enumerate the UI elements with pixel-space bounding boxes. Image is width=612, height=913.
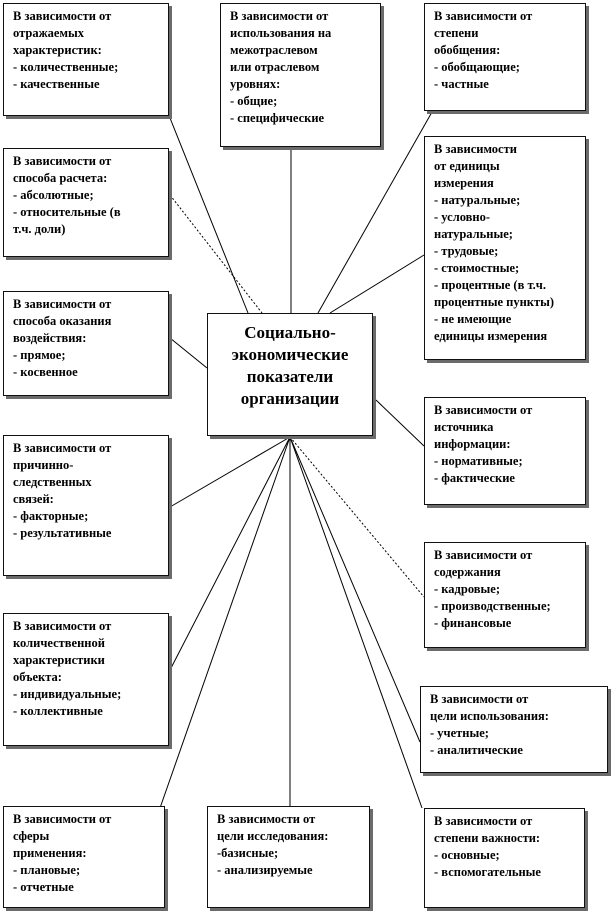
box-item: - натуральные; — [434, 193, 521, 207]
box-research — [207, 806, 370, 908]
connector-influence — [170, 338, 207, 368]
connector-calculation — [170, 195, 262, 313]
box-item: - учетные; — [430, 726, 489, 740]
box-purpose — [420, 686, 608, 773]
box-generalization — [424, 3, 586, 111]
box-title: степени — [434, 26, 479, 40]
box-title: следственных — [13, 475, 92, 489]
box-item: - коллективные — [13, 704, 103, 718]
box-item: - специфические — [230, 111, 325, 125]
box-causal — [3, 435, 169, 576]
connector-sphere — [160, 437, 290, 808]
box-item: - вспомогательные — [434, 865, 541, 879]
box-units — [424, 136, 586, 360]
box-object — [3, 613, 169, 746]
box-title: обобщения: — [434, 43, 501, 57]
box-item: - не имеющие — [434, 312, 512, 326]
box-title: применения: — [13, 846, 87, 860]
box-importance — [424, 808, 585, 908]
box-title: отражаемых — [13, 26, 84, 40]
box-title: В зависимости от — [430, 692, 529, 706]
box-title: В зависимости от — [13, 297, 112, 311]
box-content — [424, 542, 586, 648]
box-item: единицы измерения — [434, 329, 548, 343]
box-title: использования на — [230, 26, 332, 40]
box-influence — [3, 291, 169, 396]
box-title: В зависимости от — [434, 814, 533, 828]
box-title: В зависимости от — [13, 9, 112, 23]
box-item: - частные — [434, 77, 489, 91]
box-title: причинно- — [13, 458, 74, 472]
box-title: объекта: — [13, 670, 62, 684]
box-item: -базисные; — [217, 846, 279, 860]
box-title: В зависимости от — [13, 441, 112, 455]
box-title: межотраслевом — [230, 43, 318, 57]
box-item: - процентные (в т.ч. — [434, 278, 546, 292]
connector-content — [290, 437, 424, 597]
center-line: показатели — [246, 367, 334, 386]
box-title: цели использования: — [430, 709, 549, 723]
box-title: количественной — [13, 636, 105, 650]
box-item: - фактические — [434, 471, 515, 485]
box-title: уровнях: — [230, 77, 281, 91]
connector-units — [330, 255, 424, 313]
center-line: Социально- — [244, 323, 336, 342]
connector-source — [376, 400, 424, 446]
box-item: - количественные; — [13, 60, 119, 74]
box-item: - результативные — [13, 526, 112, 540]
box-reflected — [3, 3, 169, 116]
center-line: экономические — [231, 345, 349, 364]
center-box — [207, 313, 373, 436]
box-item: - нормативные; — [434, 454, 523, 468]
box-title: характеристик: — [13, 43, 102, 57]
box-title: способа расчета: — [13, 171, 108, 185]
box-item: - стоимостные; — [434, 261, 520, 275]
box-title: от единицы — [434, 159, 500, 173]
box-item: т.ч. доли) — [13, 222, 66, 236]
box-item: - условно- — [434, 210, 491, 224]
box-item: - косвенное — [13, 365, 78, 379]
box-item: - прямое; — [13, 348, 66, 362]
box-title: В зависимости от — [13, 154, 112, 168]
box-title: степени важности: — [434, 831, 541, 845]
box-item: - кадровые; — [434, 582, 500, 596]
box-source — [424, 397, 586, 505]
box-title: В зависимости от — [13, 812, 112, 826]
box-title: или отраслевом — [230, 60, 320, 74]
box-title: В зависимости от — [434, 548, 533, 562]
box-title: В зависимости от — [434, 403, 533, 417]
box-item: - отчетные — [13, 880, 74, 894]
box-item: - анализируемые — [217, 863, 313, 877]
box-title: сферы — [13, 829, 50, 843]
box-item: - финансовые — [434, 616, 512, 630]
box-title: источника — [434, 420, 494, 434]
box-item: - относительные (в — [13, 205, 121, 219]
center-line: организации — [240, 389, 340, 408]
box-title: цели исследования: — [217, 829, 329, 843]
box-title: информации: — [434, 437, 511, 451]
box-title: В зависимости от — [217, 812, 316, 826]
box-title: содержания — [434, 565, 501, 579]
box-item: - общие; — [230, 94, 278, 108]
box-title: В зависимости от — [230, 9, 329, 23]
connector-purpose — [290, 437, 420, 742]
box-item: - качественные — [13, 77, 100, 91]
connector-importance — [290, 437, 422, 808]
box-item: - аналитические — [430, 743, 523, 757]
box-item: - основные; — [434, 848, 500, 862]
box-item: - факторные; — [13, 509, 89, 523]
box-title: В зависимости от — [434, 9, 533, 23]
box-title: измерения — [434, 176, 494, 190]
box-item: - абсолютные; — [13, 188, 94, 202]
box-item: - трудовые; — [434, 244, 499, 258]
box-item: процентные пункты) — [434, 295, 555, 309]
box-title: В зависимости от — [13, 619, 112, 633]
box-item: - обобщающие; — [434, 60, 520, 74]
box-item: - производственные; — [434, 599, 551, 613]
box-item: - плановые; — [13, 863, 81, 877]
box-title: В зависимости — [434, 142, 517, 156]
box-title: связей: — [13, 492, 54, 506]
box-item: натуральные; — [434, 227, 513, 241]
box-title: характеристики — [13, 653, 105, 667]
box-title: способа оказания — [13, 314, 112, 328]
connector-reflected — [170, 118, 248, 313]
box-intersectoral — [220, 3, 381, 147]
box-title: воздействия: — [13, 331, 87, 345]
box-calculation — [3, 148, 169, 257]
box-sphere — [3, 806, 165, 908]
box-item: - индивидуальные; — [13, 687, 122, 701]
